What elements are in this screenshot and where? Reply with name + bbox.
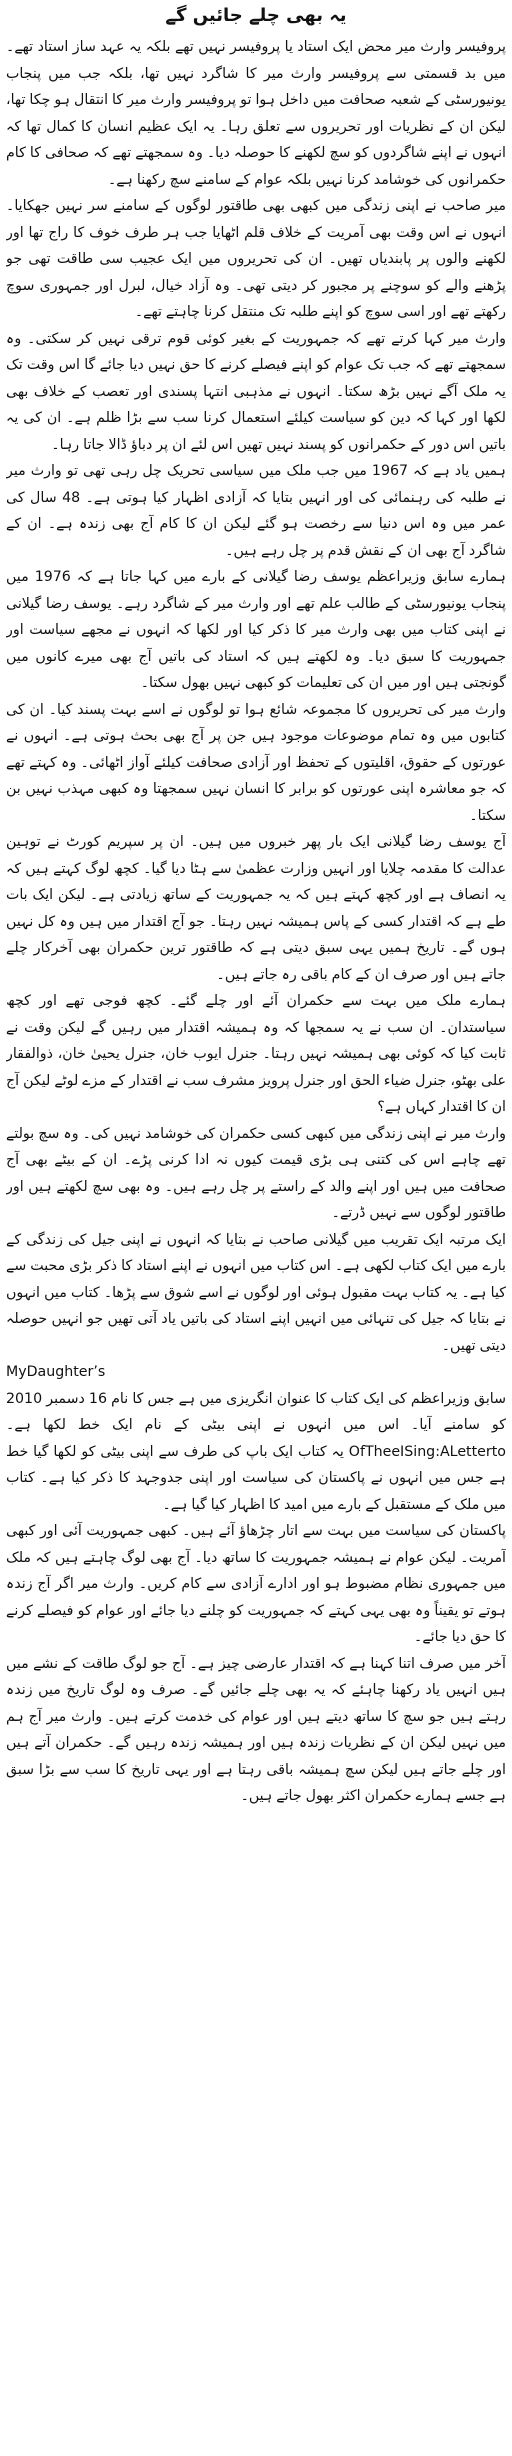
article-paragraph: آخر میں صرف اتنا کہنا ہے کہ اقتدار عارضی چیز ہے۔ آج جو لوگ طاقت کے نشے میں ہیں انہیں یاد رکھنا چاہئے کہ یہ بھی چلے جائیں گے۔ صرف وہ لوگ تاریخ میں زندہ رہتے ہیں جو سچ کا ساتھ دیتے ہیں اور عوام کی خدمت کرتے ہیں۔ وارث میر آج ہم میں نہیں لیکن ان کے نظریات زندہ ہیں اور ہمیشہ زندہ رہیں گے۔ حکمران آتے ہیں اور چلے جاتے ہیں لیکن سچ ہمیشہ باقی رہتا ہے اور یہی تاریخ کا سب سے بڑا سبق ہے جسے ہمارے حکمران اکثر بھول جاتے ہیں۔ — [6, 1655, 506, 1804]
article-title: یہ بھی چلے جائیں گے — [165, 5, 347, 26]
article-paragraph: وارث میر کی تحریروں کا مجموعہ شائع ہوا تو لوگوں نے اسے بہت پسند کیا۔ ان کی کتابوں میں وہ تمام موضوعات موجود ہیں جن پر آج بھی بحث ہوتی ہے۔ انہوں نے عورتوں کے حقوق، اقلیتوں کے تحفظ اور آزادی صحافت کیلئے آواز اٹھائی۔ وہ کہتے تھے کہ جو معاشرہ اپنی عورتوں کو برابر کا انسان نہیں سمجھتا وہ کبھی مہذب نہیں بن سکتا۔ — [6, 701, 506, 824]
article-paragraph: وارث میر کہا کرتے تھے کہ جمہوریت کے بغیر کوئی قوم ترقی نہیں کر سکتی۔ وہ سمجھتے تھے کہ جب تک عوام کو اپنے فیصلے کرنے کا حق نہیں دیا جائے گا اس وقت تک یہ ملک آگے نہیں بڑھ سکتا۔ انہوں نے مذہبی انتہا پسندی اور تعصب کے خلاف بھی لکھا اور کہا کہ دین کو سیاست کیلئے استعمال کرنا سب سے بڑا ظلم ہے۔ ان کی یہ باتیں اس دور کے حکمرانوں کو پسند نہیں تھیں اس لئے ان پر دباؤ ڈالا جاتا رہا۔ — [6, 330, 506, 453]
book-title-fragment: MyDaughter’s — [6, 1364, 106, 1380]
article-paragraph: وارث میر نے اپنی زندگی میں کبھی کسی حکمران کی خوشامد نہیں کی۔ وہ سچ بولتے تھے چاہے اس کی کتنی ہی بڑی قیمت کیوں نہ ادا کرنی پڑے۔ ان کے بیٹے بھی آج صحافت میں ہیں اور اپنے والد کے راستے پر چل رہے ہیں۔ وہ بھی سچ لکھتے ہیں اور طاقتور لوگوں سے نہیں ڈرتے۔ — [6, 1125, 506, 1221]
article-paragraph: ایک مرتبہ ایک تقریب میں گیلانی صاحب نے بتایا کہ انہوں نے اپنی جیل کی زندگی کے بارے میں ایک کتاب لکھی ہے۔ اس کتاب میں انہوں نے اپنے استاد کا ذکر بڑی محبت سے کیا ہے۔ یہ کتاب بہت مقبول ہوئی اور لوگوں نے اسے شوق سے پڑھا۔ کتاب میں انہوں نے بتایا کہ جیل کی تنہائی میں انہیں اپنے استاد کی باتیں یاد آتی تھیں جو انہیں حوصلہ دیتی تھیں۔ — [6, 1231, 506, 1354]
article-paragraph: ہمارے ملک میں بہت سے حکمران آئے اور چلے گئے۔ کچھ فوجی تھے اور کچھ سیاستدان۔ ان سب نے یہ سمجھا کہ وہ ہمیشہ اقتدار میں رہیں گے لیکن وقت نے ثابت کیا کہ کوئی بھی ہمیشہ نہیں رہتا۔ جنرل ایوب خان، جنرل یحییٰ خان، ذوالفقار علی بھٹو، جنرل ضیاء الحق اور جنرل پرویز مشرف سب نے اقتدار کے مزے لوٹے لیکن آج ان کا اقتدار کہاں ہے؟ — [6, 993, 506, 1115]
article-paragraph: سابق وزیراعظم کی ایک کتاب کا عنوان انگریزی میں ہے جس کا نام 16 دسمبر 2010 کو سامنے آیا۔ اس میں انہوں نے اپنی بیٹی کے نام ایک خط لکھا ہے۔ OfTheeISing:ALetterto یہ کتاب ایک باپ کی طرف سے اپنی بیٹی کو لکھا گیا خط ہے جس میں انہوں نے پاکستان کی سیاست اور اپنی جدوجہد کا ذکر کیا ہے۔ کتاب میں ملک کے مستقبل کے بارے میں امید کا اظہار کیا گیا ہے۔ — [6, 1390, 506, 1513]
article-body — [6, 34, 506, 1810]
article-paragraph: پاکستان کی سیاست میں بہت سے اتار چڑھاؤ آئے ہیں۔ کبھی جمہوریت آئی اور کبھی آمریت۔ لیکن عوام نے ہمیشہ جمہوریت کا ساتھ دیا۔ آج بھی لوگ چاہتے ہیں کہ ملک میں جمہوری نظام مضبوط ہو اور ادارے آزادی سے کام کریں۔ وارث میر اگر آج زندہ ہوتے تو یقیناً وہ بھی یہی کہتے کہ جمہوریت کو چلنے دیا جائے اور عوام کو فیصلے کرنے کا حق دیا جائے۔ — [6, 1523, 506, 1645]
article-paragraph: ہمیں یاد ہے کہ 1967 میں جب ملک میں سیاسی تحریک چل رہی تھی تو وارث میر نے طلبہ کی رہنمائی کی اور انہیں بتایا کہ آزادی اظہار کیا ہوتی ہے۔ 48 سال کی عمر میں وہ اس دنیا سے رخصت ہو گئے لیکن ان کا کام آج بھی زندہ ہے۔ ان کے شاگرد آج بھی ان کے نقش قدم پر چل رہے ہیں۔ — [6, 463, 506, 559]
article-paragraph: ہمارے سابق وزیراعظم یوسف رضا گیلانی کے بارے میں کہا جاتا ہے کہ 1976 میں پنجاب یونیورسٹی کے طالب علم تھے اور وارث میر کے شاگرد رہے۔ یوسف رضا گیلانی نے اپنی کتاب میں بھی وارث میر کا ذکر کیا اور لکھا کہ انہوں نے مجھے سیاست اور جمہوریت کا سبق دیا۔ وہ لکھتے ہیں کہ استاد کی باتیں آج بھی میرے کانوں میں گونجتی ہیں اور میں ان کی تعلیمات کو کبھی نہیں بھول سکتا۔ — [6, 569, 506, 691]
article-paragraph: میر صاحب نے اپنی زندگی میں کبھی بھی طاقتور لوگوں کے سامنے سر نہیں جھکایا۔ انہوں نے اس وقت بھی آمریت کے خلاف قلم اٹھایا جب ہر طرف خوف کا راج تھا اور لکھنے والوں پر پابندیاں تھیں۔ ان کی تحریروں میں ایک عجیب سی طاقت تھی جو پڑھنے والے کو سوچنے پر مجبور کر دیتی تھی۔ وہ آزاد خیال، لبرل اور جمہوری سوچ رکھتے تھے اور اسی سوچ کو اپنے طلبہ تک منتقل کرنا چاہتے تھے۔ — [6, 198, 506, 320]
article-paragraph: پروفیسر وارث میر محض ایک استاد یا پروفیسر نہیں تھے بلکہ یہ عہد ساز استاد تھے۔ میں بد قسمتی سے پروفیسر وارث میر کا شاگرد نہیں تھا، بلکہ جب میں پنجاب یونیورسٹی کے شعبہ صحافت میں داخل ہوا تو پروفیسر وارث میر کا انتقال ہو چکا تھا، لیکن ان کے نظریات اور تحریروں سے تعلق رہا۔ یہ ایک عظیم انسان کا کمال تھا کہ انہوں نے اپنے شاگردوں کو سچ لکھنے کا حوصلہ دیا۔ وہ سمجھتے تھے کہ صحافی کا کام حکمرانوں کی خوشامد کرنا نہیں بلکہ عوام کے سامنے سچ رکھنا ہے۔ — [6, 39, 506, 188]
article-paragraph: آج یوسف رضا گیلانی ایک بار پھر خبروں میں ہیں۔ ان پر سپریم کورٹ نے توہین عدالت کا مقدمہ چلایا اور انہیں وزارت عظمیٰ سے ہٹا دیا گیا۔ کچھ لوگ کہتے ہیں کہ یہ انصاف ہے اور کچھ کہتے ہیں کہ یہ جمہوریت کے ساتھ زیادتی ہے۔ لیکن ایک بات طے ہے کہ اقتدار کسی کے پاس ہمیشہ نہیں رہتا۔ جو آج اقتدار میں ہیں وہ کل نہیں ہوں گے۔ تاریخ ہمیں یہی سبق دیتی ہے کہ طاقتور ترین حکمران بھی آخرکار چلے جاتے ہیں اور صرف ان کے کام باقی رہ جاتے ہیں۔ — [6, 834, 506, 983]
